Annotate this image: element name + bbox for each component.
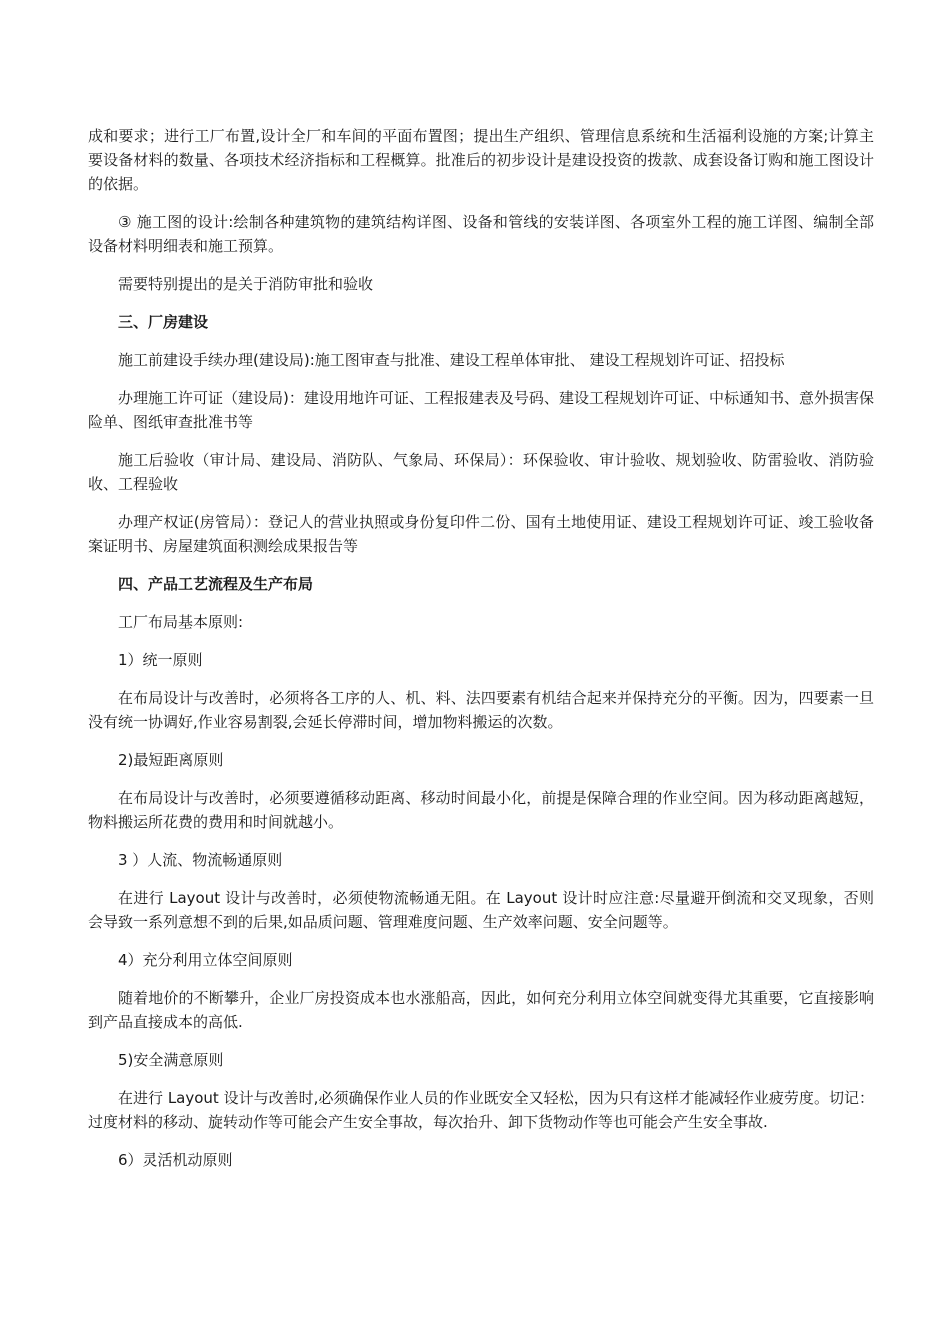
principle-title-shortest-distance: 2)最短距离原则 [118,751,224,769]
principle-title-flexibility: 6）灵活机动原则 [118,1151,233,1169]
principle-body-unity: 在布局设计与改善时，必须将各工序的人、机、料、法四要素有机结合起来并保持充分的平衡。因为，四要素一旦没有统一协调好,作业容易割裂,会延长停滞时间，增加物料搬运的次数。 [88,689,874,731]
paragraph-design-output: 成和要求；进行工厂布置,设计全厂和车间的平面布置图；提出生产组织、管理信息系统和生活福利设施的方案;计算主要设备材料的数量、各项技术经济指标和工程概算。批准后的初步设计是建设投资的拨款、成套设备订购和施工图设计的依据。 [88,127,874,193]
section-heading-factory-building: 三、厂房建设 [118,313,209,331]
paragraph-property-certificate: 办理产权证(房管局）：登记人的营业执照或身份复印件二份、国有土地使用证、建设工程规划许可证、竣工验收备案证明书、房屋建筑面积测绘成果报告等 [88,513,874,555]
paragraph-construction-permit: 办理施工许可证（建设局)：建设用地许可证、工程报建表及号码、建设工程规划许可证、中标通知书、意外损害保险单、图纸审查批准书等 [88,389,874,431]
paragraph-post-construction-acceptance: 施工后验收（审计局、建设局、消防队、气象局、环保局）：环保验收、审计验收、规划验收、防雷验收、消防验收、工程验收 [88,451,874,493]
document-page [88,124,874,1186]
principle-body-smooth-flow: 在进行 Layout 设计与改善时，必须使物流畅通无阻。在 Layout 设计时应注意:尽量避开倒流和交叉现象，否则会导致一系列意想不到的后果,如品质问题、管理难度问题、生产效率问题、安全问题等。 [88,889,874,931]
paragraph-construction-drawing: ③ 施工图的设计:绘制各种建筑物的建筑结构详图、设备和管线的安装详图、各项室外工程的施工详图、编制全部设备材料明细表和施工预算。 [88,213,874,255]
principle-title-smooth-flow: 3 ）人流、物流畅通原则 [118,851,283,869]
paragraph-pre-construction: 施工前建设手续办理(建设局):施工图审查与批准、建设工程单体审批、 建设工程规划许可证、招投标 [118,351,785,369]
principle-body-vertical-space: 随着地价的不断攀升，企业厂房投资成本也水涨船高，因此，如何充分利用立体空间就变得尤其重要，它直接影响到产品直接成本的高低. [88,989,874,1031]
principle-title-safety: 5)安全满意原则 [118,1051,224,1069]
principle-title-unity: 1）统一原则 [118,651,203,669]
section-heading-process-layout: 四、产品工艺流程及生产布局 [118,575,314,593]
principle-title-vertical-space: 4）充分利用立体空间原则 [118,951,293,969]
paragraph-fire-approval-note: 需要特别提出的是关于消防审批和验收 [118,275,374,293]
principle-body-shortest-distance: 在布局设计与改善时，必须要遵循移动距离、移动时间最小化，前提是保障合理的作业空间。因为移动距离越短，物料搬运所花费的费用和时间就越小。 [88,789,874,831]
paragraph-layout-principles-intro: 工厂布局基本原则: [118,613,244,631]
principle-body-safety: 在进行 Layout 设计与改善时,必须确保作业人员的作业既安全又轻松，因为只有这样才能减轻作业疲劳度。切记：过度材料的移动、旋转动作等可能会产生安全事故，每次抬升、卸下货物动作等也可能会产生安全事故. [88,1089,874,1131]
